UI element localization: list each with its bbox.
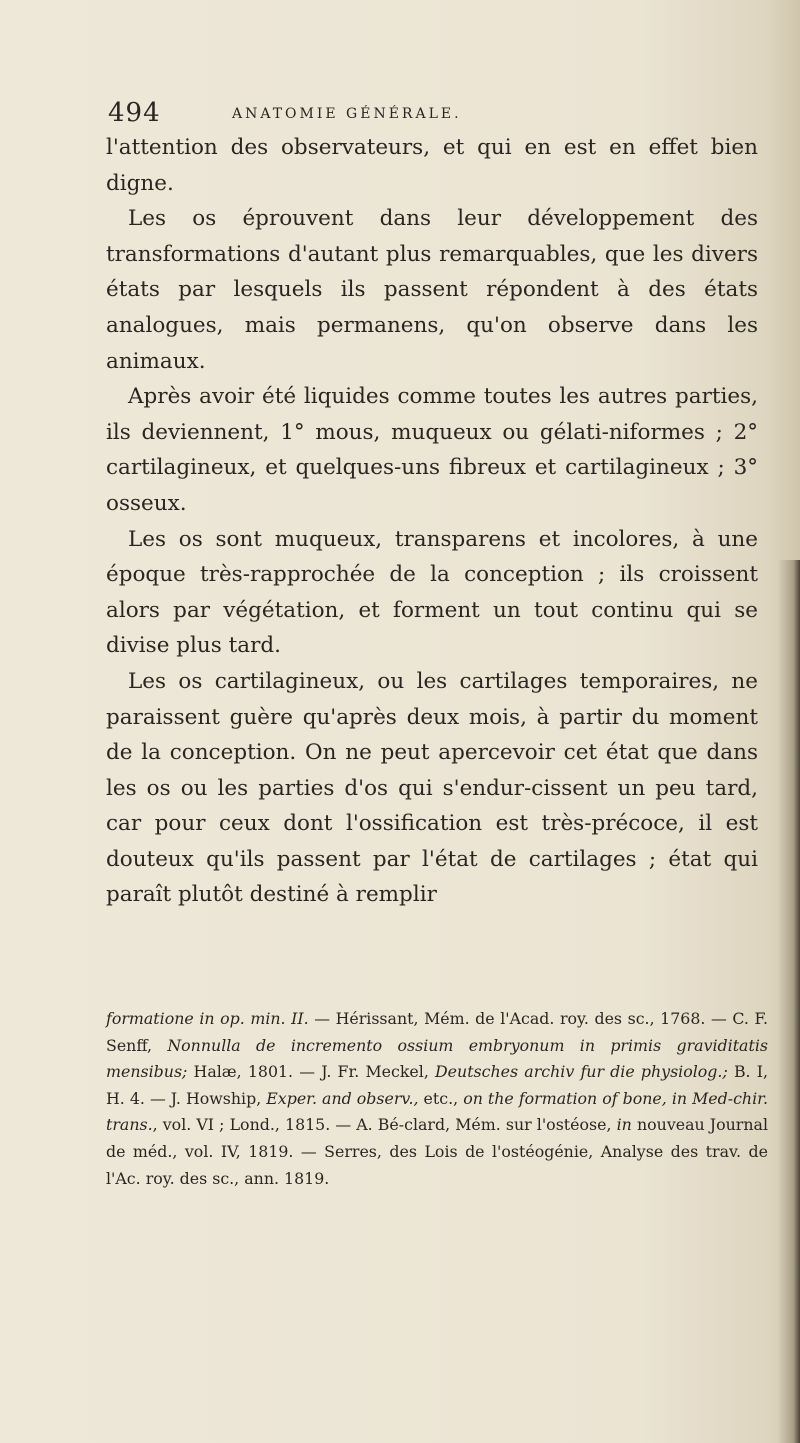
paragraph: l'attention des observateurs, et qui en est en effet bien digne. [106, 135, 758, 196]
footnote-segment: B. I, H. 4. — J. Howship, [106, 1062, 769, 1108]
paragraph: Les os cartilagineux, ou les cartilages temporaires, ne paraissent guère qu'après deux mois, à partir du moment de la conception. On ne peut apercevoir cet état que dans les os ou les parties d'os qui s'endur-cissent un peu tard, car pour ceux dont l'ossification est très-précoce, il est douteux qu'ils passent par l'état de cartilages ; état qui paraît plutôt destiné à remplir [106, 668, 758, 908]
footnote-segment: Deutsches archiv fur die physiolog.; [435, 1062, 728, 1082]
footnote-segment: Nonnulla de incremento ossium embryonum in primis graviditatis mensibus; [106, 1035, 768, 1082]
footnote-segment: nouveau Journal de méd., vol. IV, 1819. — Serres, des Lois de l'ostéogénie, Analyse des trav. de l'Ac. roy. des sc., ann. 1819. [106, 1115, 769, 1188]
footnote-segment: formatione in op. min. II. [106, 1009, 309, 1028]
page-number: 494 [108, 98, 161, 128]
paragraph: Les os éprouvent dans leur développement des transformations d'autant plus remarquables, que les divers états par lesquels ils passent répondent à des états analogues, mais permanens, qu'on observe dans les animaux. [106, 206, 758, 374]
paragraph: Les os sont muqueux, transparens et incolores, à une époque très-rapprochée de la conception ; ils croissent alors par végétation, et forment un tout continu qui se divise plus tard. [106, 526, 758, 659]
footnote [106, 1006, 768, 1192]
footnote-segment: on the formation of bone, in Med-chir. trans. [106, 1088, 768, 1135]
footnote-segment: , vol. VI ; Lond., 1815. — A. Bé-clard, Mém. sur l'ostéose, [152, 1115, 617, 1135]
footnote-text [106, 1006, 768, 1192]
main-text [106, 130, 758, 913]
running-title: ANATOMIE GÉNÉRALE. [232, 106, 462, 122]
footnote-segment: in [616, 1115, 632, 1135]
paragraph: Après avoir été liquides comme toutes les autres parties, ils deviennent, 1° mous, muqueux ou gélati-niformes ; 2° cartilagineux, et quelques-uns fibreux et cartilagineux ; 3° osseux. [106, 384, 758, 516]
footnote-segment: etc., [418, 1088, 464, 1108]
footnote-segment: — Hérissant, Mém. de l'Acad. roy. des sc., 1768. — C. F. Senff, [106, 1009, 768, 1055]
page-edge-shadow [778, 560, 800, 1443]
footnote-segment: Exper. and observ., [266, 1088, 419, 1108]
footnote-segment: Halæ, 1801. — J. Fr. Meckel, [187, 1062, 436, 1082]
page-header [106, 98, 746, 132]
